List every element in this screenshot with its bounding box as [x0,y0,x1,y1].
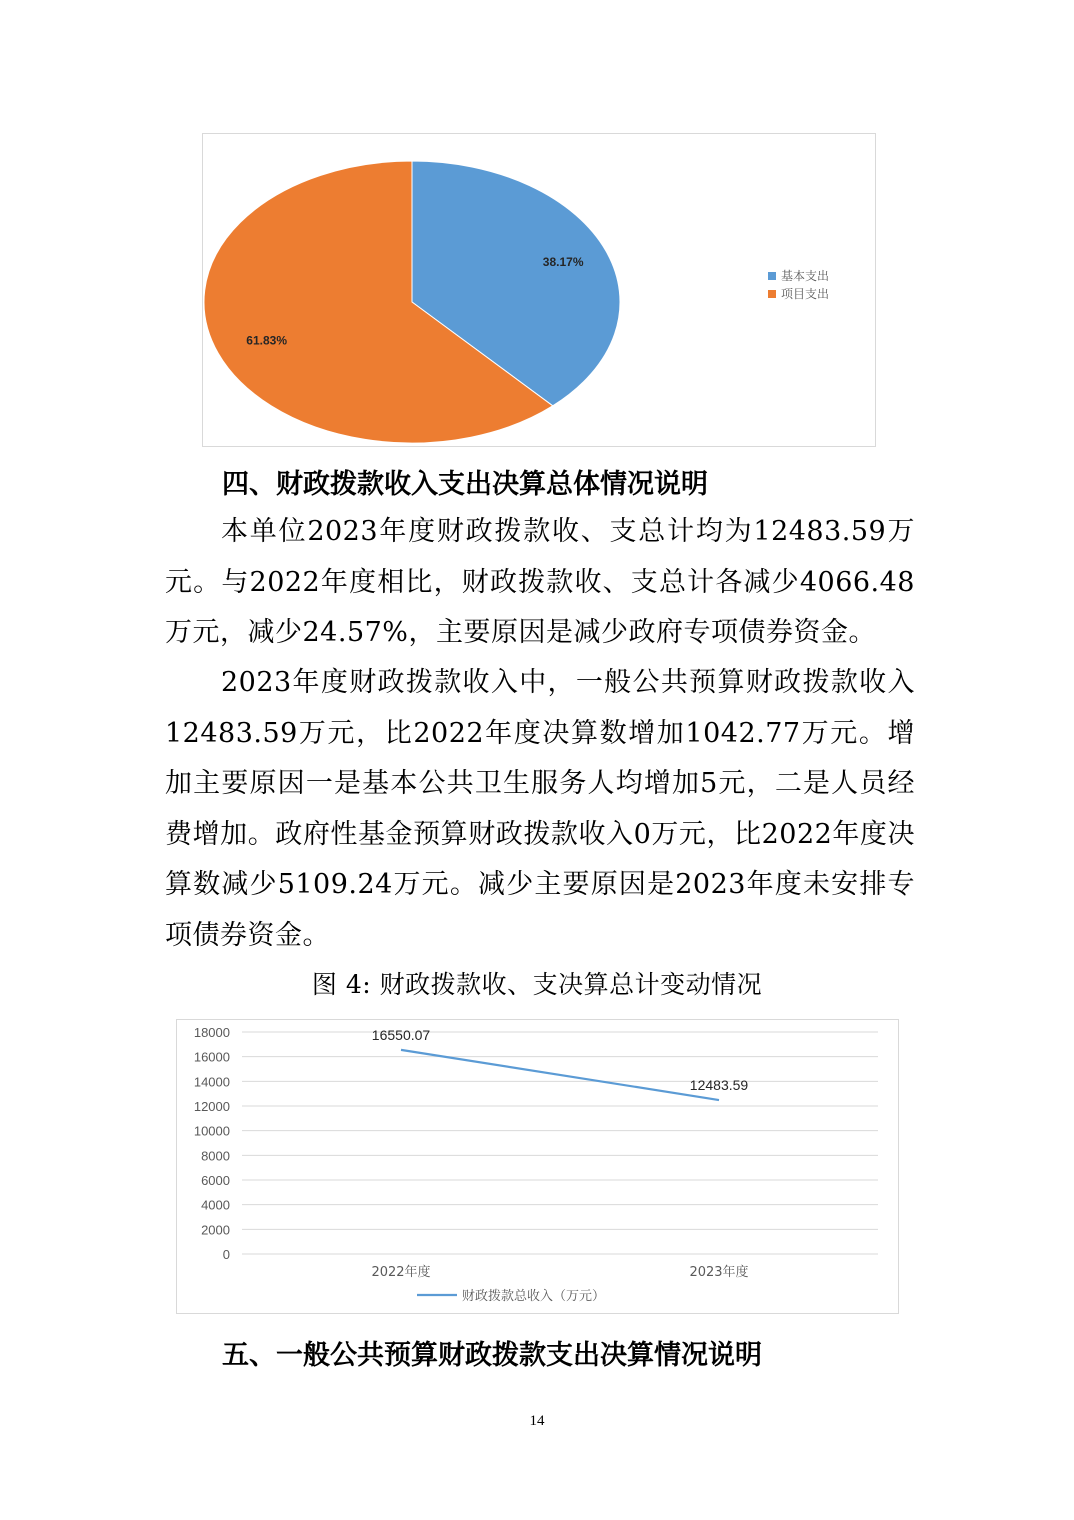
section-4-heading: 四、财政拨款收入支出决算总体情况说明 [222,469,708,500]
x-tick-label-1: 2022年度 [371,1265,431,1280]
y-tick-label-2: 4000 [201,1197,230,1213]
data-label-1: 16550.07 [371,1026,431,1043]
y-tick-label-4: 8000 [201,1148,230,1164]
y-tick-label-3: 6000 [201,1173,230,1188]
page-number: 14 [529,1413,545,1429]
y-tick-label-7: 14000 [193,1074,230,1090]
section-4-paragraph-2: 2023年度财政拨款收入中，一般公共预算财政拨款收入12483.59万元，比2022年度决算数增加1042.77万元。增加主要原因一是基本公共卫生服务人均增加5元，二是人员经费增加。政府性基金预算财政拨款收入0万元，比2022年度决算数减少5109.24万元。减少主要原因是2023年度未安排专项债券资金。 [165,667,915,951]
legend-swatch-2 [768,290,776,298]
legend-label-2: 项目支出 [781,287,830,301]
line-chart [176,1019,899,1314]
pie-chart-svg [203,134,875,446]
section-5-heading: 五、一般公共预算财政拨款支出决算情况说明 [222,1340,762,1371]
x-tick-label-2: 2023年度 [689,1265,749,1280]
y-tick-label-5: 10000 [193,1123,230,1139]
legend-label: 财政拨款总收入（万元） [462,1289,606,1304]
legend-label-1: 基本支出 [781,269,830,283]
data-label-2: 12483.59 [689,1077,749,1094]
y-tick-label-6: 12000 [193,1099,230,1114]
figure-4-caption: 图 4: 财政拨款收、支决算总计变动情况 [311,970,763,999]
legend-swatch-1 [768,272,776,280]
y-tick-label-1: 2000 [201,1222,230,1238]
pie-chart [202,133,876,447]
y-tick-label-9: 18000 [193,1025,230,1040]
y-tick-label-0: 0 [222,1247,230,1262]
pie-data-label-2: 61.83% [246,333,288,348]
y-tick-label-8: 16000 [193,1049,230,1065]
section-4-paragraph-1: 本单位2023年度财政拨款收、支总计均为12483.59万元。与2022年度相比，财政拨款收、支总计各减少4066.48万元，减少24.57%，主要原因是减少政府专项债券资金。 [165,516,915,648]
pie-data-label-1: 38.17% [542,255,584,270]
series-line [401,1050,719,1100]
line-chart-svg [177,1020,898,1313]
